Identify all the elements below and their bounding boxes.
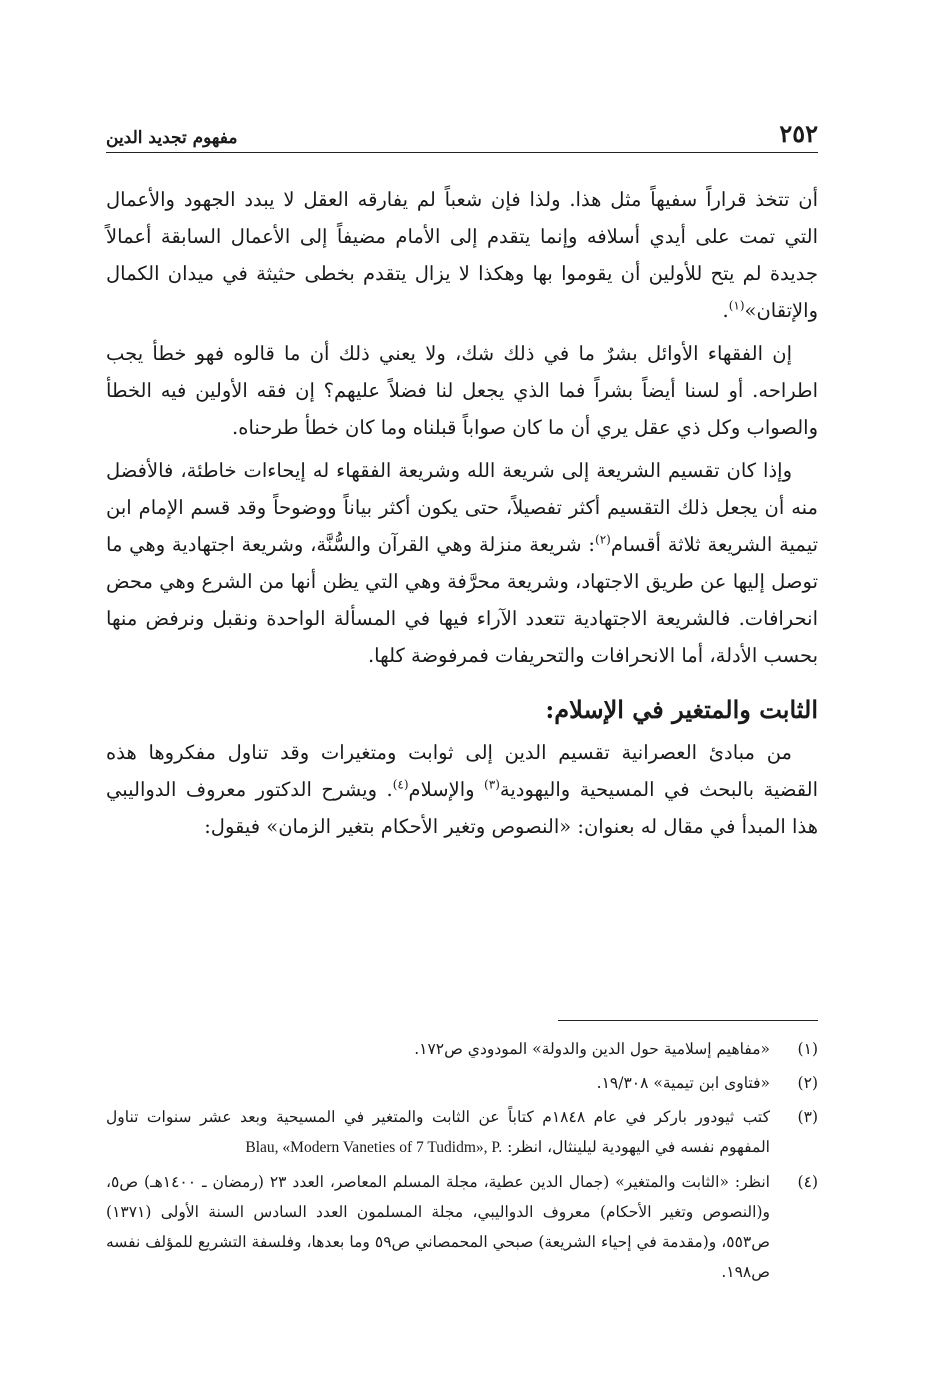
footnotes [106, 1034, 818, 1291]
footnote-ref-2[interactable]: (٢) [595, 532, 611, 547]
page-header [106, 110, 818, 153]
paragraph-1: أن تتخذ قراراً سفيهاً مثل هذا. ولذا فإن شعباً لم يفارقه العقل لا يبدد الجهود والأعمال التي تمت على أيدي أسلافه وإنما يتقدم إلى الأمام مضيفاً إلى الأعمال السابقة أعمالاً جديدة لم يتح للأولين أن يقوموا بها وهكذا لا يزال يتقدم بخطى حثيثة في ميدان الكمال والإتقان»$^{(١)}$. [106, 188, 818, 322]
footnote-1 [106, 1034, 818, 1064]
paragraph-2: إن الفقهاء الأوائل بشرٌ ما في ذلك شك، ولا يعني ذلك أن ما قالوه فهو خطأ يجب اطراحه. أو لسنا أيضاً بشراً فما الذي يجعل لنا فضلاً عليهم؟ إن فقه الأولين فيه الخطأ والصواب وكل ذي عقل يري أن ما كان صواباً قبلناه وما كان خطأ طرحناه. [106, 342, 818, 439]
footnote-4 [106, 1167, 818, 1287]
footnote-number: (٣) [797, 1108, 818, 1126]
footnote-ref-4[interactable]: (٤) [392, 777, 409, 792]
footnote-2 [106, 1068, 818, 1098]
footnote-divider [558, 1020, 818, 1021]
section-heading: الثابت والمتغير في الإسلام: [545, 695, 818, 724]
footnote-text: «فتاوى ابن تيمية» ١٩/٣٠٨. [596, 1074, 770, 1092]
footnote-text: انظر: «الثابت والمتغير» (جمال الدين عطية، مجلة المسلم المعاصر، العدد ٢٣ (رمضان ـ ١٤٠٠هـ) ص٥، و(النصوص وتغير الأحكام) معروف الدواليبي، مجلة المسلمون العدد السادس السنة الأولى (١٣٧١) ص٥٥٣، و(مقدمة في إحياء الشريعة) صبحي المحمصاني ص٥٩ وما بعدها، وفلسفة التشريع للمؤلف نفسه ص١٩٨. [106, 1173, 771, 1281]
footnote-ref-3[interactable]: (٣) [484, 777, 500, 792]
footnote-ref-1[interactable]: (١) [728, 298, 745, 313]
footnote-number: (٢) [797, 1074, 818, 1092]
footnote-number: (٤) [797, 1173, 818, 1191]
footnote-text: كتب ثيودور باركر في عام ١٨٤٨م كتاباً عن الثابت والمتغير في المسيحية وبعد عشر سنوات تناول المفهوم نفسه في اليهودية ليلينثال، انظر: Blau, «Modern Vaneties of 7 Tudidm», P. [106, 1108, 770, 1156]
footnote-latin-reference: Blau, «Modern Vaneties of 7 Tudidm», P. [245, 1139, 503, 1156]
section-paragraph: من مبادئ العصرانية تقسيم الدين إلى ثوابت ومتغيرات وقد تناول مفكروها هذه القضية بالبحث في المسيحية واليهودية$^{(٣)}$ والإسلام$^{(٤)}$. ويشرح الدكتور معروف الدواليبي هذا المبدأ في مقال له بعنوان: «النصوص وتغير الأحكام بتغير الزمان» فيقول: [106, 741, 819, 838]
running-title: مفهوم تجديد الدين [106, 128, 238, 148]
body-text [106, 181, 818, 845]
book-page [106, 110, 818, 1310]
footnote-number: (١) [797, 1040, 818, 1058]
page-number: ٢٥٢ [779, 119, 818, 148]
footnote-3 [106, 1102, 818, 1163]
footnote-text: «مفاهيم إسلامية حول الدين والدولة» المودودي ص١٧٢. [414, 1040, 770, 1058]
paragraph-3: وإذا كان تقسيم الشريعة إلى شريعة الله وشريعة الفقهاء له إيحاءات خاطئة، فالأفضل منه أن يجعل ذلك التقسيم أكثر تفصيلاً، حتى يكون أكثر بياناً ووضوحاً وقد قسم الإمام ابن تيمية الشريعة ثلاثة أقسام$^{(٢)}$: شريعة منزلة وهي القرآن والسُّنَّة، وشريعة اجتهادية وهي ما توصل إليها عن طريق الاجتهاد، وشريعة محرَّفة وهي التي يظن أنها من الشرع وهي محض انحرافات. فالشريعة الاجتهادية تتعدد الآراء فيها في المسألة الواحدة ونقبل ونرفض منها بحسب الأدلة، أما الانحرافات والتحريفات فمرفوضة كلها. [106, 459, 819, 667]
